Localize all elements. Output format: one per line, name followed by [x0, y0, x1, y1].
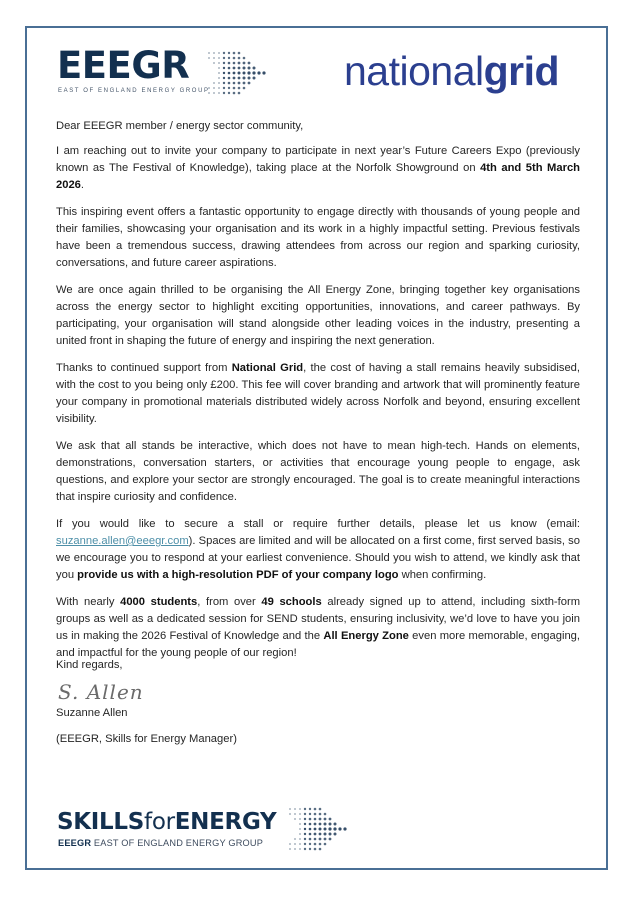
school-count: 49 schools [261, 596, 322, 608]
logo-request: provide us with a high-resolution PDF of your company logo [77, 569, 399, 581]
text: , the cost of having a stall remains heavily subsidised, with the cost to you being only £200. This fee will cover branding and artwork that will prominently feature your company in promotional materials distributed widely across Norfolk and beyond, ensuring excellent visibility. [56, 362, 580, 425]
text: when confirming. [398, 569, 487, 581]
greeting: Dear EEEGR member / energy sector community, [56, 120, 304, 132]
paragraph-all-energy-zone: We are once again thrilled to be organising the All Energy Zone, bringing together key organisations across the energy sector to highlight exciting opportunities, innovations, and career pathways. By participating, your organisation will stand alongside other leading voices in the industry, presenting a united front in shaping the future of energy and inspiring the next generation. [56, 284, 580, 347]
signer-role: (EEEGR, Skills for Energy Manager) [56, 733, 237, 745]
dotted-arrow-icon [205, 49, 269, 97]
national-grid-light: national [344, 48, 484, 94]
sfe-wordmark [57, 808, 276, 836]
signer-name: Suzanne Allen [56, 707, 128, 719]
text: already signed up to attend, including sixth-form groups as well as a dedicated session for SEND students, ensuring inclusivity, we’d love to have you join us in making the 2026 Festival of Knowledge and the [56, 596, 581, 642]
paragraph-interactive-stands: We ask that all stands be interactive, which does not have to mean high-tech. Hands on elements, demonstrations, conversation starters, or activities that encourage young people to engage, ask questions, and explore your sector are strongly encouraged. The goal is to create meaningful interactions that inspire curiosity and confidence. [56, 440, 580, 503]
dotted-arrow-icon [286, 805, 352, 855]
paragraph-invitation [56, 143, 580, 194]
text: ). Spaces are limited and will be allocated on a first come, first served basis, so we encourage you to respond at your earliest convenience. Should you wish to attend, we kindly ask that you [56, 535, 580, 581]
sfe-group: EAST OF ENGLAND ENERGY GROUP [91, 838, 264, 848]
paragraph-attendance [56, 594, 580, 662]
closing: Kind regards, [56, 659, 123, 671]
text: , from over [197, 596, 262, 608]
text: even more memorable, engaging, and impactful for the young people of our region! [56, 630, 581, 659]
text: If you would like to secure a stall or require further details, please let us know (email: [56, 518, 580, 530]
event-date: 4th and 5th March 2026 [56, 162, 581, 191]
letter-body [56, 118, 580, 672]
sfe-eeegr: EEEGR [58, 838, 92, 848]
sfe-tagline [58, 838, 263, 848]
text: With nearly [56, 596, 121, 608]
email-link[interactable]: suzanne.allen@eeegr.com [56, 535, 189, 547]
national-grid-logo [344, 47, 559, 95]
signature: S. Allen [58, 680, 144, 704]
student-count: 4000 students [120, 596, 198, 608]
sponsor-name: National Grid [231, 362, 304, 374]
sfe-skills: SKILLS [57, 809, 145, 835]
sfe-for: for [144, 809, 175, 835]
text: Thanks to continued support from [56, 362, 232, 374]
zone-name: All Energy Zone [323, 630, 409, 642]
sfe-energy: ENERGY [174, 809, 277, 835]
eeegr-tagline: EAST OF ENGLAND ENERGY GROUP [58, 88, 210, 94]
paragraph-contact [56, 516, 580, 584]
paragraph-opportunity: This inspiring event offers a fantastic opportunity to engage directly with thousands of young people and their families, showcasing your organisation and its work in a highly impactful setting. Previous festivals have been a tremendous success, drawing attendees from across our region and sparking curiosity, conversations, and future career aspirations. [56, 206, 580, 269]
text: I am reaching out to invite your company to participate in next year’s Future Careers Expo (previously known as The Festival of Knowledge), taking place at the Norfolk Showground on [56, 145, 580, 174]
paragraph-cost [56, 360, 580, 428]
national-grid-bold: grid [483, 48, 560, 94]
eeegr-wordmark: EEEGR [57, 44, 190, 87]
text: . [80, 179, 84, 191]
